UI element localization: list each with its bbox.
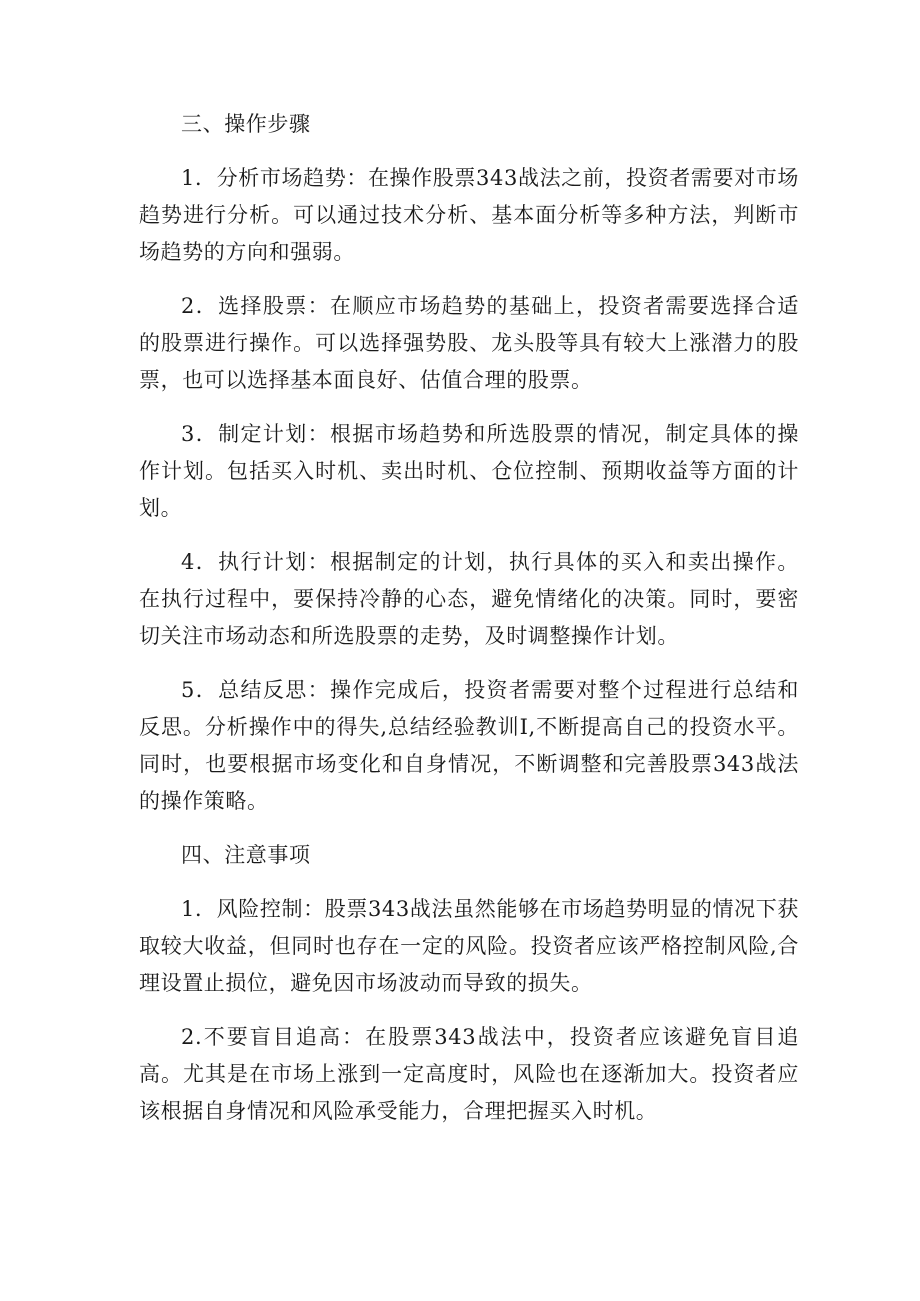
section-three-heading: 三、操作步骤 xyxy=(181,112,311,136)
step-5-paragraph: 5．总结反思：操作完成后，投资者需要对整个过程进行总结和反思。分析操作中的得失,总结经验教训I,不断提高自己的投资水平。同时，也要根据市场变化和自身情况，不断调整和完善股票343战法的操作策略。 xyxy=(139,678,799,813)
note-1-paragraph: 1．风险控制：股票343战法虽然能够在市场趋势明显的情况下获取较大收益，但同时也存在一定的风险。投资者应该严格控制风险,合理设置止损位，避免因市场波动而导致的损失。 xyxy=(139,897,799,995)
note-2-paragraph: 2.不要盲目追高：在股票343战法中，投资者应该避免盲目追高。尤其是在市场上涨到一定高度时，风险也在逐渐加大。投资者应该根据自身情况和风险承受能力，合理把握买入时机。 xyxy=(139,1025,799,1123)
step-3-paragraph: 3．制定计划：根据市场趋势和所选股票的情况，制定具体的操作计划。包括买入时机、卖出时机、仓位控制、预期收益等方面的计划。 xyxy=(139,422,799,520)
step-2-paragraph: 2．选择股票：在顺应市场趋势的基础上，投资者需要选择合适的股票进行操作。可以选择强势股、龙头股等具有较大上涨潜力的股票，也可以选择基本面良好、估值合理的股票。 xyxy=(139,294,799,392)
step-1-paragraph: 1．分析市场趋势：在操作股票343战法之前，投资者需要对市场趋势进行分析。可以通过技术分析、基本面分析等多种方法，判断市场趋势的方向和强弱。 xyxy=(139,166,799,264)
step-4-paragraph: 4．执行计划：根据制定的计划，执行具体的买入和卖出操作。在执行过程中，要保持冷静的心态，避免情绪化的决策。同时，要密切关注市场动态和所选股票的走势，及时调整操作计划。 xyxy=(139,550,799,648)
document-body xyxy=(139,106,799,1147)
section-four-heading: 四、注意事项 xyxy=(181,843,311,867)
